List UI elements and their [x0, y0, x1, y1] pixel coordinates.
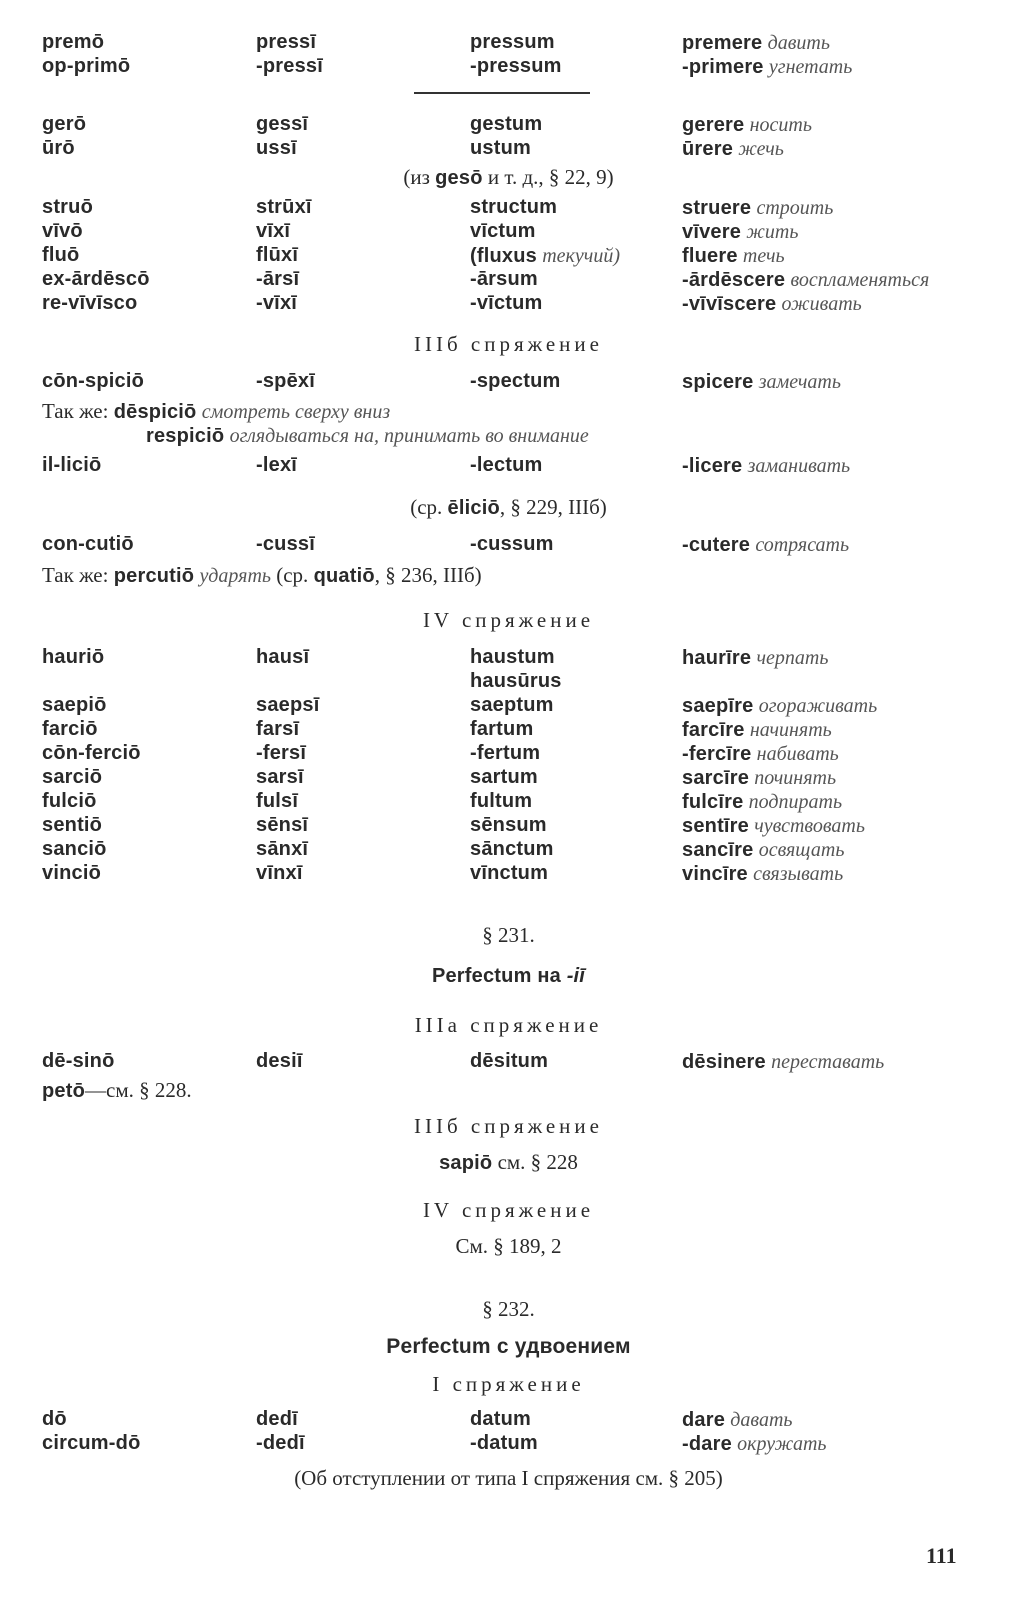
- present-form: sanciō: [42, 838, 107, 860]
- translation: давать: [730, 1409, 793, 1431]
- infinitive-cell: [682, 291, 862, 316]
- translation: жечь: [738, 138, 784, 160]
- section-divider: [414, 92, 590, 94]
- table-row: [0, 291, 1017, 315]
- translation: давить: [767, 32, 830, 54]
- translation: чувствовать: [754, 815, 865, 837]
- infinitive-cell: [682, 136, 784, 161]
- infinitive-cell: [682, 693, 877, 718]
- perfect-form: hausī: [256, 646, 310, 668]
- present-form: dē-sinō: [42, 1050, 115, 1072]
- table-row: [0, 54, 1017, 78]
- infinitive-cell: [682, 267, 929, 292]
- perfect-form: dedī: [256, 1408, 298, 1430]
- infinitive: -dare: [682, 1433, 732, 1455]
- perfect-form: vīnxī: [256, 862, 303, 884]
- supine-form: sēnsum: [470, 814, 547, 836]
- perfect-form: -dedī: [256, 1432, 305, 1454]
- infinitive: sarcīre: [682, 767, 750, 789]
- present-form: ex-ārdēscō: [42, 268, 150, 290]
- table-row: [0, 267, 1017, 291]
- translation: переставать: [771, 1051, 885, 1073]
- also-note: Так же: dēspiciō смотреть сверху вниз: [42, 399, 391, 423]
- present-form: re-vīvīsco: [42, 292, 138, 314]
- supine-form: haustum: [470, 646, 555, 668]
- infinitive-cell: [682, 453, 850, 478]
- table-row: [0, 219, 1017, 243]
- supine-form: gestum: [470, 113, 543, 135]
- supine-form: structum: [470, 196, 558, 218]
- infinitive-cell: [682, 765, 836, 790]
- conjugation-heading: IV спряжение: [422, 608, 595, 632]
- translation: замечать: [758, 371, 841, 393]
- translation: сотрясать: [755, 534, 850, 556]
- infinitive: struere: [682, 197, 752, 219]
- infinitive-cell: [682, 717, 832, 742]
- supine-form: -pressum: [470, 55, 562, 77]
- perfect-form: sēnsī: [256, 814, 309, 836]
- perfect-form: pressī: [256, 31, 317, 53]
- infinitive: sentīre: [682, 815, 749, 837]
- supine-form: vīctum: [470, 220, 536, 242]
- infinitive-cell: [682, 112, 812, 137]
- perfect-form: -lexī: [256, 454, 298, 476]
- present-form: dō: [42, 1408, 67, 1430]
- supine-form: fartum: [470, 718, 534, 740]
- infinitive-cell: [682, 861, 843, 886]
- supine-form: -ārsum: [470, 268, 538, 290]
- present-form: hauriō: [42, 646, 105, 668]
- translation: подпирать: [748, 791, 843, 813]
- table-row: [0, 693, 1017, 717]
- infinitive-cell: [682, 1407, 793, 1432]
- infinitive: gerere: [682, 114, 745, 136]
- infinitive-cell: [682, 741, 839, 766]
- translation: окружать: [737, 1433, 827, 1455]
- present-form: fulciō: [42, 790, 97, 812]
- present-form: con-cutiō: [42, 533, 134, 555]
- present-form: saepiō: [42, 694, 107, 716]
- translation: течь: [742, 245, 785, 267]
- conjugation-heading: IIIб спряжение: [414, 1114, 603, 1138]
- perfect-form: gessī: [256, 113, 309, 135]
- infinitive: fluere: [682, 245, 738, 267]
- infinitive: haurīre: [682, 647, 752, 669]
- infinitive: ūrere: [682, 138, 734, 160]
- table-row: [0, 1049, 1017, 1073]
- table-row: [0, 645, 1017, 669]
- table-row: [0, 195, 1017, 219]
- infinitive: dēsinere: [682, 1051, 766, 1073]
- translation: связывать: [753, 863, 844, 885]
- infinitive-cell: [682, 532, 849, 557]
- perfect-form: -fersī: [256, 742, 307, 764]
- translation: воспламеняться: [790, 269, 930, 291]
- present-form: cōn-ferciō: [42, 742, 141, 764]
- translation: угнетать: [768, 56, 853, 78]
- infinitive: fulcīre: [682, 791, 744, 813]
- table-row: [0, 243, 1017, 267]
- present-form: il-liciō: [42, 454, 102, 476]
- note-elicio: (ср. ēliciō, § 229, IIIб): [410, 495, 607, 519]
- present-form: circum-dō: [42, 1432, 141, 1454]
- supine-form: sānctum: [470, 838, 554, 860]
- present-form: op-primō: [42, 55, 131, 77]
- present-form: premō: [42, 31, 105, 53]
- perfect-form: sarsī: [256, 766, 304, 788]
- infinitive-cell: [682, 54, 852, 79]
- present-form: fluō: [42, 244, 80, 266]
- infinitive-cell: [682, 30, 830, 55]
- perfect-form: desiī: [256, 1050, 303, 1072]
- supine-form: -vīctum: [470, 292, 543, 314]
- perfect-form: -ārsī: [256, 268, 300, 290]
- infinitive: -fercīre: [682, 743, 752, 765]
- infinitive: premere: [682, 32, 763, 54]
- supine-cell: (fluxus текучий): [470, 245, 620, 267]
- table-row: [0, 717, 1017, 741]
- translation: заманивать: [747, 455, 851, 477]
- present-form: sarciō: [42, 766, 103, 788]
- present-form: farciō: [42, 718, 98, 740]
- present-form: struō: [42, 196, 93, 218]
- table-row: [0, 369, 1017, 393]
- infinitive: -primere: [682, 56, 764, 78]
- conjugation-heading: IIIб спряжение: [414, 332, 603, 356]
- table-row: [0, 765, 1017, 789]
- supine-form: vīnctum: [470, 862, 549, 884]
- infinitive-cell: [682, 219, 798, 244]
- perfect-form: ussī: [256, 137, 297, 159]
- infinitive: vīvere: [682, 221, 742, 243]
- perfect-form: -pressī: [256, 55, 323, 77]
- supine-form: -cussum: [470, 533, 554, 555]
- infinitive-cell: [682, 789, 842, 814]
- supine-form: datum: [470, 1408, 531, 1430]
- translation: оживать: [781, 293, 862, 315]
- table-row: [0, 112, 1017, 136]
- perfect-form: -cussī: [256, 533, 316, 555]
- conjugation-heading: I спряжение: [432, 1372, 585, 1396]
- present-form: sentiō: [42, 814, 103, 836]
- table-row: [0, 789, 1017, 813]
- translation: починять: [754, 767, 837, 789]
- infinitive: sancīre: [682, 839, 754, 861]
- present-form: vinciō: [42, 862, 101, 884]
- supine-form: -fertum: [470, 742, 541, 764]
- infinitive: vincīre: [682, 863, 748, 885]
- infinitive-cell: [682, 243, 785, 268]
- perfect-form: saepsī: [256, 694, 320, 716]
- page-number: 111: [926, 1543, 957, 1568]
- perfect-form: -spēxī: [256, 370, 316, 392]
- translation: освящать: [758, 839, 845, 861]
- supine-form: -datum: [470, 1432, 538, 1454]
- infinitive-cell: [682, 369, 841, 394]
- table-row: [0, 861, 1017, 885]
- infinitive: -ārdēscere: [682, 269, 786, 291]
- infinitive-cell: [682, 813, 865, 838]
- present-form: cōn-spiciō: [42, 370, 145, 392]
- infinitive: dare: [682, 1409, 726, 1431]
- translation: носить: [749, 114, 812, 136]
- table-row: [0, 813, 1017, 837]
- present-form: vīvō: [42, 220, 83, 242]
- section-title: Perfectum с удвоением: [386, 1335, 631, 1358]
- reference-note: petō—см. § 228.: [42, 1078, 192, 1102]
- infinitive-cell: [682, 837, 844, 862]
- table-row: [0, 741, 1017, 765]
- perfect-form: strūxī: [256, 196, 312, 218]
- infinitive-cell: [682, 195, 833, 220]
- conjugation-heading: IIIa спряжение: [414, 1013, 603, 1037]
- table-row: [0, 1431, 1017, 1455]
- reference-note: sapiō см. § 228: [439, 1150, 578, 1174]
- perfect-form: vīxī: [256, 220, 291, 242]
- infinitive: farcīre: [682, 719, 745, 741]
- infinitive-cell: [682, 645, 828, 670]
- infinitive: -vīvīscere: [682, 293, 777, 315]
- table-row: [0, 837, 1017, 861]
- present-form: ūrō: [42, 137, 75, 159]
- infinitive: saepīre: [682, 695, 754, 717]
- table-row: [0, 453, 1017, 477]
- also-note-percutio: Так же: percutiō ударять (ср. quatiō, § 236, IIIб): [42, 563, 482, 587]
- supine-form: ustum: [470, 137, 531, 159]
- footnote: (Об отступлении от типа I спряжения см. § 205): [294, 1466, 723, 1490]
- infinitive-cell: [682, 1049, 884, 1074]
- section-number: § 232.: [482, 1297, 535, 1321]
- supine-form: pressum: [470, 31, 555, 53]
- translation: набивать: [756, 743, 839, 765]
- perfect-form: fulsī: [256, 790, 299, 812]
- infinitive-cell: [682, 1431, 827, 1456]
- translation: жить: [746, 221, 799, 243]
- supine-form: sartum: [470, 766, 538, 788]
- table-row: [0, 1407, 1017, 1431]
- reference-note: См. § 189, 2: [455, 1234, 562, 1258]
- section-title: Perfectum на -iī: [431, 965, 586, 987]
- future-participle: hausūrus: [470, 670, 562, 692]
- table-row: [0, 669, 1017, 693]
- supine-form: -spectum: [470, 370, 561, 392]
- translation: черпать: [756, 647, 829, 669]
- perfect-form: -vīxī: [256, 292, 298, 314]
- perfect-form: sānxī: [256, 838, 309, 860]
- supine-form: fultum: [470, 790, 533, 812]
- perfect-form: farsī: [256, 718, 300, 740]
- supine-form: dēsitum: [470, 1050, 549, 1072]
- infinitive: -licere: [682, 455, 743, 477]
- supine-form: saeptum: [470, 694, 554, 716]
- note-geso: (из gesō и т. д., § 22, 9): [403, 165, 614, 189]
- translation: строить: [756, 197, 834, 219]
- present-form: gerō: [42, 113, 87, 135]
- table-row: [0, 136, 1017, 160]
- conjugation-heading: IV спряжение: [422, 1198, 595, 1222]
- supine-form: -lectum: [470, 454, 543, 476]
- table-row: [0, 30, 1017, 54]
- translation: начинять: [749, 719, 832, 741]
- infinitive: spicere: [682, 371, 754, 393]
- translation: огораживать: [758, 695, 878, 717]
- perfect-form: flūxī: [256, 244, 299, 266]
- section-number: § 231.: [482, 923, 535, 947]
- also-note-2: respiciō оглядываться на, принимать во внимание: [146, 425, 589, 447]
- table-row: [0, 532, 1017, 556]
- infinitive: -cutere: [682, 534, 751, 556]
